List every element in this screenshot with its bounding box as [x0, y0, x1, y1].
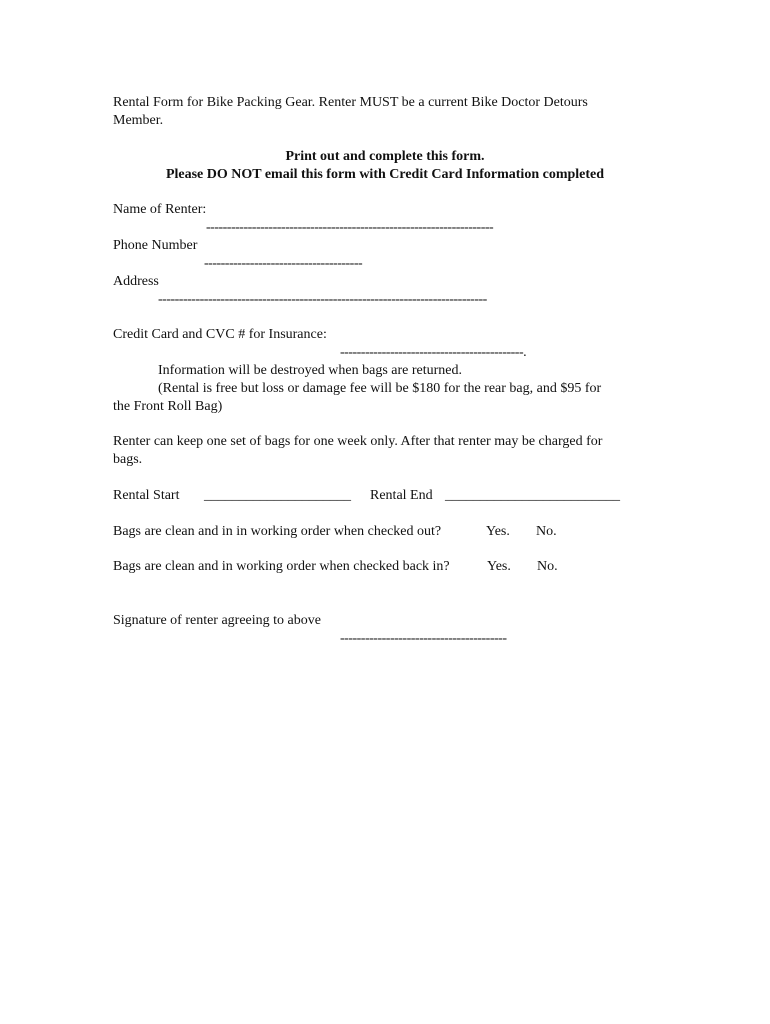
policy-line-1: Renter can keep one set of bags for one week only. After that renter may be charged for — [113, 434, 603, 449]
phone-number-blank: -------------------------------------- — [204, 256, 363, 271]
heading-print-instruction: Print out and complete this form. — [285, 149, 485, 164]
rental-end-blank: _________________________ — [445, 488, 620, 503]
intro-line-1: Rental Form for Bike Packing Gear. Renter MUST be a current Bike Doctor Detours — [113, 95, 588, 110]
credit-card-blank: --------------------------------------------. — [340, 345, 527, 360]
heading-email-warning: Please DO NOT email this form with Credit Card Information completed — [165, 167, 605, 182]
policy-line-2: bags. — [113, 452, 143, 467]
info-destroyed-note: Information will be destroyed when bags are returned. — [158, 363, 463, 378]
address-label: Address — [113, 274, 159, 289]
checkout-yes: Yes. — [486, 524, 510, 539]
intro-line-2: Member. — [113, 113, 164, 128]
signature-blank: ---------------------------------------- — [340, 631, 507, 646]
signature-label: Signature of renter agreeing to above — [113, 613, 321, 628]
checkin-no: No. — [537, 559, 558, 574]
rental-start-blank: _____________________ — [204, 488, 351, 503]
name-of-renter-blank: --------------------------------------------------------------------- — [206, 220, 494, 235]
rental-end-label: Rental End — [370, 488, 433, 503]
checkin-question: Bags are clean and in working order when checked back in? — [113, 559, 450, 574]
damage-fee-note-continued: the Front Roll Bag) — [113, 399, 223, 414]
name-of-renter-label: Name of Renter: — [113, 202, 207, 217]
rental-start-label: Rental Start — [113, 488, 180, 503]
checkout-question: Bags are clean and in in working order when checked out? — [113, 524, 442, 539]
phone-number-label: Phone Number — [113, 238, 198, 253]
checkout-no: No. — [536, 524, 557, 539]
checkin-yes: Yes. — [487, 559, 511, 574]
credit-card-label: Credit Card and CVC # for Insurance: — [113, 327, 327, 342]
damage-fee-note: (Rental is free but loss or damage fee will be $180 for the rear bag, and $95 for — [158, 381, 602, 396]
address-blank: ------------------------------------------------------------------------------- — [158, 292, 487, 307]
